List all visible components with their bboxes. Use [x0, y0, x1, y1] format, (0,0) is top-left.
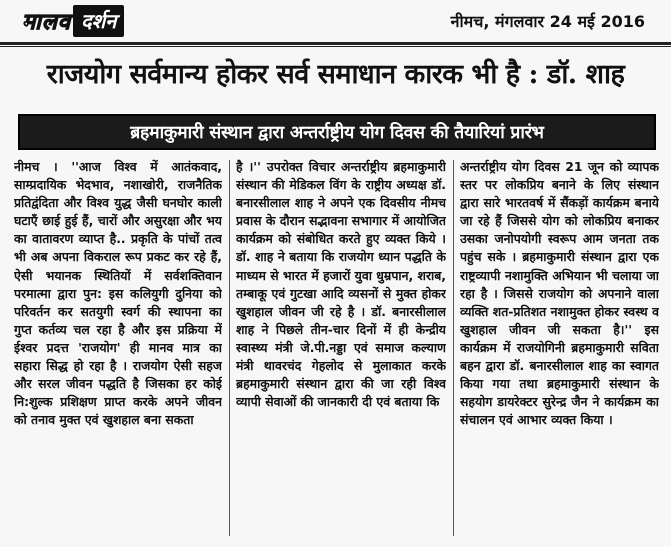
subheadline: ब्रहमाकुमारी संस्थान द्वारा अन्तर्राष्ट्रीय योग दिवस की तैयारियां प्रारंभ: [130, 123, 544, 143]
masthead: [0, 0, 671, 44]
article-body: [14, 158, 659, 542]
article-column-2: है ।'' उपरोक्त विचार अन्तर्राष्ट्रीय ब्रहमाकुमारी संस्थान की मेडिकल विंग के राष्ट्रीय अध्यक्ष डॉ. बनारसीलाल शाह ने अपने एक दिवसीय नीमच प्रवास के दौरान सद्भावना सभागार में आयोजित कार्यक्रम को संबोधित करते हुए व्यक्त किये । डॉ. शाह ने बताया कि राजयोग ध्यान पद्धति के माध्यम से भारत में हजारों युवा धुम्रपान, शराब, तम्बाकू एवं गुटखा आदि व्यसनों से मुक्त होकर खुशहाल जीवन जी रहे है । डॉ. बनारसीलाल शाह ने पिछले तीन-चार दिनों में ही केन्द्रीय स्वास्थ्य मंत्री जे.पी.नड्डा एवं समाज कल्याण मंत्री थावरचंद गेहलोद से मुलाकात करके ब्रहमाकुमारी संस्थान द्वारा की जा रही विश्व व्यापी सेवाओं की जानकारी दी एवं बताया कि: [236, 159, 446, 410]
headline: राजयोग सर्वमान्य होकर सर्व समाधान कारक भी है : डॉ. शाह: [46, 59, 625, 90]
logo-word-darshan: दर्शन: [73, 5, 124, 37]
logo-word-malav: मालव: [22, 9, 72, 35]
column-divider: [229, 160, 230, 536]
article-column-3: अन्तर्राष्ट्रीय योग दिवस 21 जून को व्यापक स्तर पर लोकप्रिय बनाने के लिए संस्थान द्वारा सारे भारतवर्ष में सैंकड़ों कार्यक्रम बनाये जा रहे हैं जिससे योग को लोकप्रिय बनाकर उसका जनोपयोगी स्वरूप आम जनता तक पहुंच सके । ब्रहमाकुमारी संस्थान द्वारा एक राष्ट्रव्यापी नशामुक्ति अभियान भी चलाया जा रहा है । जिससे राजयोग को अपनाने वाला व्यक्ति शत-प्रतिशत नशामुक्त होकर स्वस्थ व खुशहाल जीवन जी सकता है।'' इस कार्यक्रम में राजयोगिनी ब्रहमाकुमारी सविता बहन द्वारा डॉ. बनारसीलाल शाह का स्वागत किया गया तथा ब्रहमाकुमारी संस्थान के सहयोग डायरेक्टर सुरेन्द्र जैन ने कार्यक्रम का संचालन एवं आभार व्यक्त किया ।: [460, 159, 659, 428]
column-divider: [453, 160, 454, 536]
masthead-rule-thin: [0, 46, 671, 47]
masthead-rule-thick: [0, 42, 671, 45]
subheadline-banner: [18, 114, 656, 150]
dateline: नीमच, मंगलवार 24 मई 2016: [450, 12, 645, 31]
newspaper-logo: [22, 6, 124, 36]
article-column-1: नीमच । ''आज विश्व में आतंकवाद, साम्प्रदायिक भेदभाव, नशाखोरी, राजनैतिक प्रतिद्वंदिता और विश्व युद्ध जैसी घनघोर काली घटाएँ छाई हुई हैं, चारों और असुरक्षा और भय का वातावरण व्याप्त है.. प्रकृति के पांचों तत्व भी अब अपना विकराल रूप प्रकट कर रहे हैं, ऐसी भयानक स्थितियों में सर्वशक्तिवान परमात्मा द्वारा पुन: इस कलियुगी दुनिया को परिवर्तन कर सतयुगी स्वर्ग की स्थापना का गुप्त कर्तव्य चल रहा है और इस प्रक्रिया में ईश्वर प्रदत्त 'राजयोग' ही मानव मात्र का सहारा सिद्ध हो रहा है । राजयोग ऐसी सहज और सरल जीवन पद्धति है जिसका हर कोई नि:शुल्क प्रशिक्षण प्राप्त करके अपने जीवन को तनाव मुक्त एवं खुशहाल बना सकता: [14, 159, 222, 428]
